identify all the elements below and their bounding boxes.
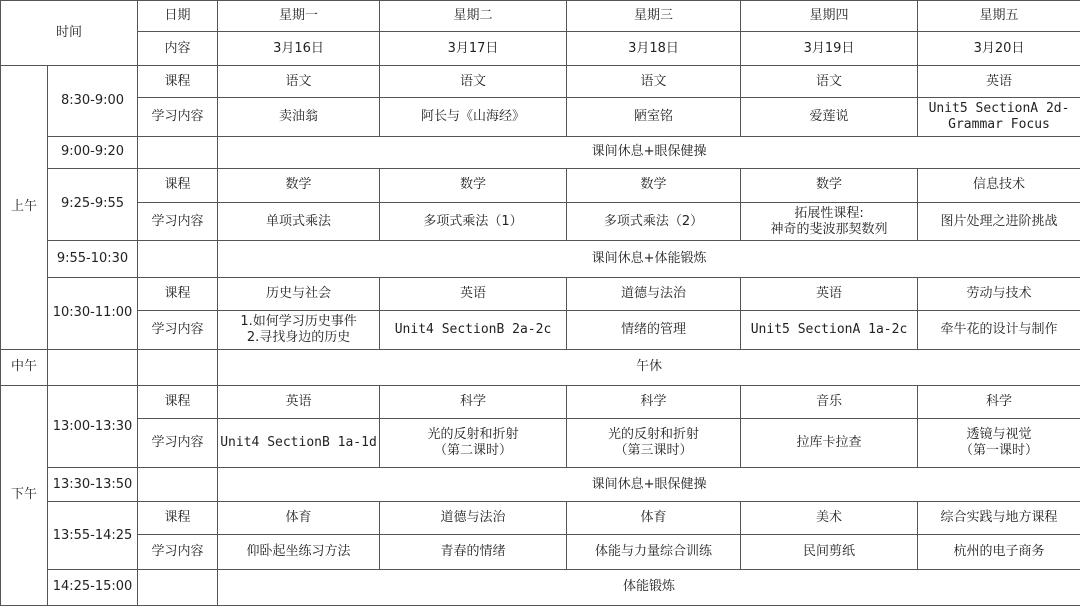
course-cell: 语文 (218, 66, 380, 98)
course-cell: 体育 (567, 502, 741, 534)
content-line: 1.如何学习历史事件 (240, 314, 357, 330)
row-label-course: 课程 (138, 278, 218, 311)
row-label-course: 课程 (138, 168, 218, 202)
empty-time-cell (48, 349, 138, 385)
slot-time: 13:30-13:50 (48, 468, 138, 502)
content-line: 2.寻找身边的历史 (246, 330, 351, 346)
content-line: 陋室铭 (634, 109, 674, 125)
course-cell: 信息技术 (918, 168, 1080, 202)
content-cell (741, 418, 918, 467)
period-afternoon: 下午 (1, 385, 48, 605)
content-line: 牵牛花的设计与制作 (940, 322, 1058, 338)
content-cell (380, 418, 567, 467)
date-tue: 3月17日 (380, 32, 567, 66)
content-line: 卖油翁 (279, 109, 319, 125)
time-header: 时间 (1, 1, 138, 66)
course-cell: 科学 (918, 385, 1080, 418)
course-cell: 英语 (918, 66, 1080, 98)
content-cell (218, 418, 380, 467)
course-cell: 语文 (741, 66, 918, 98)
course-cell: 劳动与技术 (918, 278, 1080, 311)
row-label-course: 课程 (138, 502, 218, 534)
row-label-content: 学习内容 (138, 311, 218, 349)
empty-label-cell (138, 241, 218, 278)
content-line: Unit4 SectionB 2a-2c (394, 322, 552, 338)
course-cell: 综合实践与地方课程 (918, 502, 1080, 534)
course-cell: 语文 (567, 66, 741, 98)
break-activity: 课间休息+眼保健操 (218, 136, 1080, 168)
course-cell: 数学 (380, 168, 567, 202)
course-cell: 英语 (380, 278, 567, 311)
row-label-content: 学习内容 (138, 98, 218, 136)
content-line: Unit5 SectionA 2d- (928, 101, 1070, 117)
content-label: 内容 (138, 32, 218, 66)
course-cell: 数学 (218, 168, 380, 202)
break-activity: 课间休息+体能锻炼 (218, 241, 1080, 278)
content-cell (567, 418, 741, 467)
content-line: （第二课时） (434, 443, 513, 459)
content-line: Unit5 SectionA 1a-2c (750, 322, 908, 338)
course-cell: 道德与法治 (380, 502, 567, 534)
content-cell (567, 311, 741, 349)
content-cell (567, 98, 741, 136)
content-line: 单项式乘法 (266, 213, 332, 229)
course-cell: 道德与法治 (567, 278, 741, 311)
course-cell: 科学 (380, 385, 567, 418)
content-line: 光的反射和折射 (608, 427, 700, 443)
content-line: 多项式乘法（1） (423, 213, 523, 229)
date-mon: 3月16日 (218, 32, 380, 66)
slot-time: 14:25-15:00 (48, 569, 138, 605)
content-line: （第三课时） (614, 443, 693, 459)
weekday-fri: 星期五 (918, 1, 1080, 32)
content-line: 民间剪纸 (803, 543, 856, 559)
course-cell: 体育 (218, 502, 380, 534)
row-label-content: 学习内容 (138, 534, 218, 569)
weekday-wed: 星期三 (567, 1, 741, 32)
content-line: 情绪的管理 (621, 322, 687, 338)
course-cell: 数学 (567, 168, 741, 202)
content-cell (741, 534, 918, 569)
date-fri: 3月20日 (918, 32, 1080, 66)
course-cell: 数学 (741, 168, 918, 202)
break-activity: 课间休息+眼保健操 (218, 468, 1080, 502)
row-label-content: 学习内容 (138, 418, 218, 467)
slot-time: 10:30-11:00 (48, 278, 138, 349)
content-line: 拉库卡拉查 (796, 435, 862, 451)
empty-label-cell (138, 569, 218, 605)
course-cell: 科学 (567, 385, 741, 418)
slot-time: 8:30-9:00 (48, 66, 138, 136)
content-cell (380, 202, 567, 240)
date-label: 日期 (138, 1, 218, 32)
slot-time: 9:55-10:30 (48, 241, 138, 278)
course-cell: 语文 (380, 66, 567, 98)
content-cell (380, 311, 567, 349)
content-line: Unit4 SectionB 1a-1d (220, 435, 377, 451)
content-cell (741, 98, 918, 136)
content-line: 爱莲说 (809, 109, 849, 125)
content-line: （第一课时） (960, 443, 1039, 459)
content-line: 光的反射和折射 (427, 427, 519, 443)
weekday-mon: 星期一 (218, 1, 380, 32)
content-cell (918, 202, 1080, 240)
date-wed: 3月18日 (567, 32, 741, 66)
content-line: 阿长与《山海经》 (421, 109, 526, 125)
content-cell (567, 202, 741, 240)
course-cell: 美术 (741, 502, 918, 534)
content-line: 仰卧起坐练习方法 (246, 543, 351, 559)
period-noon: 中午 (1, 349, 48, 385)
content-line: 青春的情绪 (440, 543, 506, 559)
empty-label-cell (138, 468, 218, 502)
slot-time: 13:00-13:30 (48, 385, 138, 467)
slot-time: 13:55-14:25 (48, 502, 138, 569)
content-cell (380, 534, 567, 569)
content-cell (741, 311, 918, 349)
content-line: Grammar Focus (948, 117, 1050, 133)
content-cell (218, 534, 380, 569)
content-cell (918, 311, 1080, 349)
course-cell: 历史与社会 (218, 278, 380, 311)
content-cell (218, 311, 380, 349)
content-line: 透镜与视觉 (966, 427, 1032, 443)
content-line: 图片处理之进阶挑战 (940, 213, 1058, 229)
content-line: 多项式乘法（2） (603, 213, 704, 229)
weekday-tue: 星期二 (380, 1, 567, 32)
course-cell: 英语 (218, 385, 380, 418)
content-line: 拓展性课程: (794, 205, 864, 221)
slot-time: 9:25-9:55 (48, 168, 138, 240)
period-morning: 上午 (1, 66, 48, 349)
weekday-thu: 星期四 (741, 1, 918, 32)
course-cell: 英语 (741, 278, 918, 311)
content-line: 杭州的电子商务 (953, 543, 1045, 559)
content-line: 神奇的斐波那契数列 (770, 221, 888, 237)
date-thu: 3月19日 (741, 32, 918, 66)
content-cell (918, 98, 1080, 136)
empty-label-cell (138, 349, 218, 385)
content-line: 体能与力量综合训练 (595, 543, 713, 559)
content-cell (218, 98, 380, 136)
content-cell (918, 418, 1080, 467)
empty-label-cell (138, 136, 218, 168)
content-cell (918, 534, 1080, 569)
row-label-course: 课程 (138, 385, 218, 418)
slot-time: 9:00-9:20 (48, 136, 138, 168)
content-cell (741, 202, 918, 240)
content-cell (218, 202, 380, 240)
noon-rest: 午休 (218, 349, 1080, 385)
content-cell (567, 534, 741, 569)
course-cell: 音乐 (741, 385, 918, 418)
content-cell (380, 98, 567, 136)
row-label-course: 课程 (138, 66, 218, 98)
row-label-content: 学习内容 (138, 202, 218, 240)
break-activity: 体能锻炼 (218, 569, 1080, 605)
